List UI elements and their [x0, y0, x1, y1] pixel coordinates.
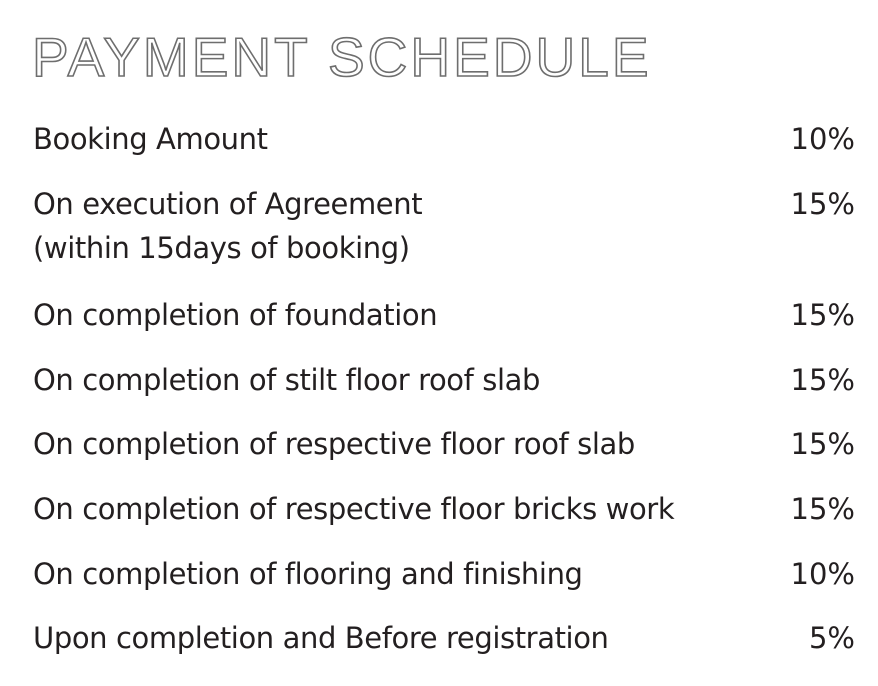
schedule-row-foundation: [33, 293, 855, 333]
schedule-item-label: On completion of stilt floor roof slab: [33, 363, 541, 397]
schedule-item-label: On completion of respective floor bricks work: [33, 492, 675, 526]
schedule-item-label: On completion of respective floor roof slab: [33, 427, 635, 461]
schedule-item-percent: 10%: [790, 122, 855, 156]
schedule-item-label: On completion of foundation: [33, 298, 438, 332]
schedule-item-percent: 15%: [790, 298, 855, 332]
schedule-item-label: Booking Amount: [33, 122, 268, 156]
schedule-row-booking: [33, 117, 855, 157]
schedule-row-flooring: [33, 552, 855, 592]
schedule-item-label: Upon completion and Before registration: [33, 621, 609, 655]
schedule-item-percent: 10%: [790, 557, 855, 591]
schedule-item-label-main: On execution of Agreement: [33, 187, 423, 221]
schedule-item-percent: 5%: [808, 621, 855, 655]
page-title: PAYMENT SCHEDULE: [32, 26, 652, 88]
schedule-item-label-note: (within 15days of booking): [33, 231, 410, 265]
schedule-row-bricks-work: [33, 487, 855, 527]
schedule-row-floor-slab: [33, 422, 855, 462]
schedule-item-percent: 15%: [790, 492, 855, 526]
schedule-item-percent: 15%: [790, 187, 855, 221]
schedule-item-label: [33, 182, 422, 270]
schedule-row-registration: [33, 616, 855, 656]
schedule-row-stilt-slab: [33, 358, 855, 398]
schedule-row-agreement: [33, 182, 855, 272]
schedule-item-percent: 15%: [790, 427, 855, 461]
schedule-item-label: On completion of flooring and finishing: [33, 557, 583, 591]
schedule-item-percent: 15%: [790, 363, 855, 397]
